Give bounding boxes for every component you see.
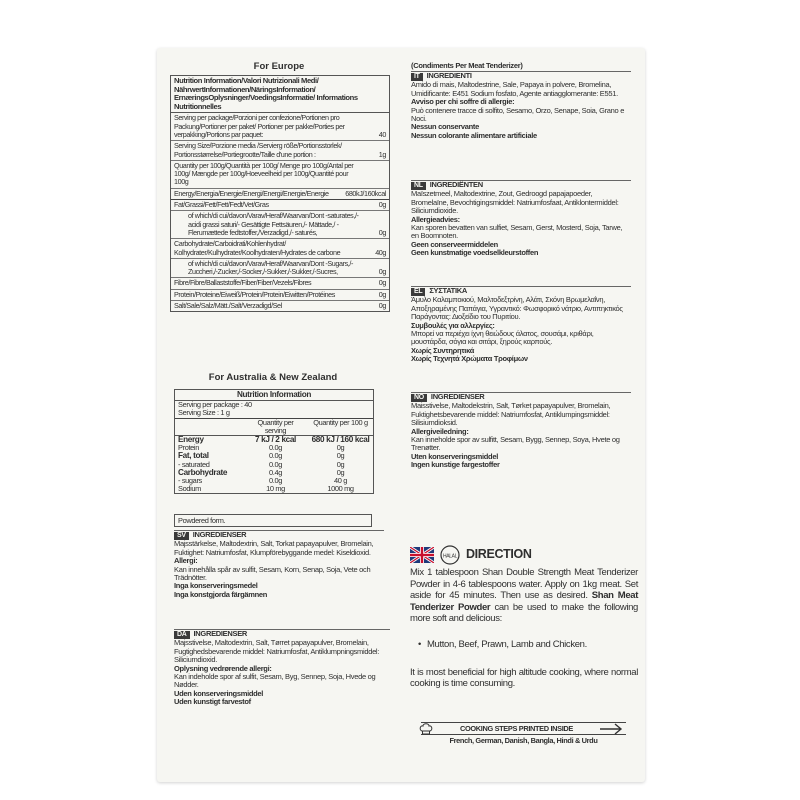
da-heading: INGREDIENSER xyxy=(193,629,248,638)
europe-row-label: of which/di cui/davon/Varav/Heraf/Waarvan/Dont -Sugars,/-Zuccheri,/-Zucker,/-Socker,/-Sukker,/-Sukker,/-Sucres, xyxy=(188,258,353,277)
el-note1: Χωρίς Συντηρητικά xyxy=(411,345,475,355)
lang-tag-it: IT xyxy=(411,73,423,81)
europe-row-label: Serving Size/Porzione media /Servierg röße/Portionsstorlek/ Portionsstørrelse/Portiegrootte/Taille d'une portion : xyxy=(174,141,342,159)
no-body: Maisstivelse, Maltodekstrin, Salt, Tørket papayapulver, Bromelain, Fuktighetsbevarende middel: Natriumfosfat, Antiklumpingsmiddel: Silisiumdioksid. xyxy=(411,401,611,428)
anz-cell-serving: 10 mg xyxy=(266,484,285,494)
sv-heading: INGREDIENSER xyxy=(192,530,247,539)
cooking-steps-label: COOKING STEPS PRINTED INSIDE xyxy=(460,724,573,733)
no-note1: Uten konserveringsmiddel xyxy=(411,451,498,461)
cooking-steps-languages: French, German, Danish, Bangla, Hindi & Urdu xyxy=(449,736,598,745)
europe-row-label: Serving per package/Porzioni per confezione/Portionen pro Packung/Portioner per paket/ Portioner per pakke/Porties per verpakking/Portions par paquet: xyxy=(174,113,345,139)
europe-table-row xyxy=(171,200,389,211)
halal-icon xyxy=(440,545,460,565)
el-note2: Χωρίς Τεχνητά Χρώματα Τροφίμων xyxy=(411,354,528,364)
anz-table-header: Nutrition Information xyxy=(175,390,373,401)
europe-table-row xyxy=(171,113,389,141)
el-allergy: Μπορεί να περιέχει ίχνη θειώδους άλατος, σουσάμι, κριθάρι, μουστάρδα, σόγια και σιτάρι, ξηρούς καρπούς. xyxy=(411,329,594,347)
anz-title: For Australia & New Zealand xyxy=(208,372,338,383)
anz-servings-per-package: Serving per package : 40 xyxy=(178,400,252,410)
anz-cell-serving: 0.0g xyxy=(269,476,282,486)
anz-serving-info xyxy=(175,401,373,418)
europe-title: For Europe xyxy=(253,61,305,72)
anz-nutrition-table xyxy=(174,389,374,494)
anz-col-100g: Quantity per 100 g xyxy=(313,417,368,427)
direction-title: DIRECTION xyxy=(466,547,532,562)
europe-row-label: Quantity per 100g/Quantità per 100g/ Menge pro 100g/Antal per 100g/ Mængde per 100g/Hoeveelheid per 100g/Quantité pour 100g xyxy=(174,160,354,187)
sv-note2: Inga konstgjorda färgämnen xyxy=(174,589,268,599)
sv-allergy-head: Allergi: xyxy=(174,556,198,566)
europe-row-value: 0g xyxy=(378,278,386,288)
anz-col-serving: Quantity per serving xyxy=(257,417,294,435)
no-heading: INGREDIENSER xyxy=(430,392,485,401)
anz-cell-serving: 0.0g xyxy=(269,459,282,469)
it-note2: Nessun colorante alimentare artificiale xyxy=(411,130,537,140)
svg-text:HALAL: HALAL xyxy=(442,553,458,560)
anz-serving-size: Serving Size : 1 g xyxy=(178,408,230,418)
no-allergy: Kan inneholde spor av sulfitt, Sesam, Bygg, Sennep, Soya, Hvete og Trenøtter. xyxy=(411,435,620,453)
nl-heading: INGREDIËNTEN xyxy=(429,180,483,189)
europe-row-value: 40 xyxy=(378,129,386,139)
europe-row-value: 680kJ/160kcal xyxy=(345,188,386,198)
europe-row-label: Energy/Energia/Energie/Energi/Energi/Energie/Energie xyxy=(174,188,329,198)
anz-cell-per100: 0g xyxy=(336,459,345,469)
europe-table-row xyxy=(171,290,389,301)
europe-row-label: of which/di cui/davon/Varav/Heraf/Waarvan/Dont -saturates,/- acidi grassi saturi/- Gesättigte Fettsäuren,/- Mättade,/ -Flerumættede fedtstoffer,/Verzadigd,/- saturés, xyxy=(188,211,359,237)
direction-note: It is most beneficial for high altitude cooking, where normal cooking is time consuming. xyxy=(410,666,638,690)
nl-allergy-head: Allergieadvies: xyxy=(411,214,460,224)
da-allergy-head: Oplysning vedrørende allergi: xyxy=(174,663,272,673)
nl-body: Maïszetmeel, Maltodextrine, Zout, Gedroogd papajapoeder, Bromelaïne, Bevochtigingsmiddel: Natriumfosfaat, Antiklontermiddel: Siliciumdioxide. xyxy=(411,189,619,216)
da-note1: Uden konserveringsmiddel xyxy=(174,688,264,698)
anz-cell-serving: 0.4g xyxy=(269,467,282,477)
nl-note1: Geen conserveermiddelen xyxy=(411,239,498,249)
it-allergy: Può contenere tracce di solfito, Sesamo, Orzo, Senape, Soia, Grano e Noci. xyxy=(411,105,625,124)
anz-cell-label: Sodium xyxy=(178,484,201,494)
el-allergy-head: Συμβουλές για αλλεργίες: xyxy=(411,320,495,330)
anz-cell-label: Carbohydrate xyxy=(178,467,228,477)
europe-table-row xyxy=(171,301,389,311)
sv-allergy: Kan innehålla spår av sulfit, Sesam, Korn, Senap, Soja, Vete och Trädnötter. xyxy=(174,564,371,583)
no-allergy-head: Allergiveiledning: xyxy=(411,426,469,436)
europe-table-header: Nutrition Information/Valori Nutrizionali Medi/ NährwertInformationen/NäringsInformation/ ErnæringsOplysninger/VoedingsInformatie/ Informations Nutritionnelles xyxy=(171,76,389,113)
condiments-note xyxy=(411,62,631,70)
ingredients-da xyxy=(174,629,390,707)
europe-row-value: 0g xyxy=(378,267,386,277)
el-heading: ΣΥΣΤΑΤΙΚΑ xyxy=(429,286,467,295)
anz-cell-serving: 0.0g xyxy=(269,451,282,461)
nl-note2: Geen kunstmatige voedselkleurstoffen xyxy=(411,248,539,258)
europe-row-value: 0g xyxy=(378,301,386,311)
anz-cell-label: - saturated xyxy=(178,459,210,469)
direction-paragraph: Mix 1 tablespoon Shan Double Strength Meat Tenderizer Powder in 4-6 tablespoons water. Apply on 1kg meat. Set aside for 45 minutes. Then use as desired. Shan Meat Tenderizer Powder can be used to make the following more soft and delicious: xyxy=(410,567,639,625)
direction-section xyxy=(410,545,638,690)
lang-tag-el: EL xyxy=(411,288,425,296)
anz-cell-label: - sugars xyxy=(178,476,202,486)
europe-table-row xyxy=(171,161,389,189)
anz-cell-per100: 680 kJ / 160 kcal xyxy=(311,435,370,445)
bullet-icon: • xyxy=(418,638,421,650)
sv-body: Majsstärkelse, Maltodextrin, Salt, Torkat papayapulver, Bromelain, Fuktighet: Natriumfosfat, Klumpförebyggande medel: Kiseldioxid. xyxy=(174,539,374,557)
europe-table-row xyxy=(171,141,389,161)
europe-row-label: Salt/Sale/Salz/Mätt./Salt/Verzadigd/Sel xyxy=(174,301,282,311)
europe-row-value: 0g xyxy=(378,289,386,299)
europe-table-row xyxy=(171,239,389,259)
lang-tag-da: DA xyxy=(174,631,190,639)
anz-cell-per100: 0g xyxy=(336,451,345,461)
europe-row-label: Protein/Proteine/Eiweiß/Protein/Protein/Eiwitten/Protéines xyxy=(174,289,335,299)
uk-flag-icon xyxy=(410,547,434,563)
ingredients-el xyxy=(411,286,631,364)
europe-nutrition-table xyxy=(170,75,390,312)
europe-table-row xyxy=(171,211,389,239)
powdered-form-note: Powdered form. xyxy=(174,514,372,527)
ingredients-nl xyxy=(411,180,631,258)
ingredients-it xyxy=(411,71,631,140)
ingredients-no xyxy=(411,392,631,470)
da-note2: Uden kunstigt farvestof xyxy=(174,697,251,707)
lang-tag-sv: SV xyxy=(174,532,189,540)
da-body: Majsstivelse, Maltodextrin, Salt, Tørret papayapulver, Bromelain, Fugtighedsbevarende middel: Natriumfosfat, Antiklumpningsmiddel: Siliciumdioxid. xyxy=(174,638,380,665)
anz-cell-label: Energy xyxy=(178,435,204,445)
direction-list: • Mutton, Beef, Prawn, Lamb and Chicken. xyxy=(418,638,587,650)
europe-table-row xyxy=(171,189,389,200)
europe-row-value: 40g xyxy=(375,247,386,257)
arrow-right-icon xyxy=(600,723,626,735)
cooking-steps-banner xyxy=(421,722,626,745)
it-heading: INGREDIENTI xyxy=(426,71,472,80)
condiments-label: (Condiments Per Meat Tenderizer) xyxy=(411,61,523,70)
anz-cell-per100: 0g xyxy=(336,467,345,477)
ingredients-sv xyxy=(174,530,384,599)
it-body: Amido di mais, Maltodestrine, Sale, Papaya in polvere, Bromelina, Umidificante: E451 Sodium fosfato, Agente antiagglomerante: E551. xyxy=(411,80,618,98)
europe-row-label: Fat/Grassi/Fett/Fett/Fedt/Vet/Gras xyxy=(174,200,269,210)
anz-cell-per100: 40 g xyxy=(334,476,347,486)
it-note1: Nessun conservante xyxy=(411,122,479,132)
europe-row-label: Fibre/Fibre/Ballaststoffe/Fiber/Fiber/Vezels/Fibres xyxy=(174,278,312,288)
anz-column-headers xyxy=(175,419,373,436)
nl-allergy: Kan sporen bevatten van sulfiet, Sesam, Gerst, Mosterd, Soja, Tarwe, en Boomnoten. xyxy=(411,223,623,241)
lang-tag-nl: NL xyxy=(411,182,426,190)
anz-cell-serving: 7 kJ / 2 kcal xyxy=(255,435,296,445)
europe-row-value: 1g xyxy=(378,149,386,159)
product-name: Shan Meat Tenderizer Powder xyxy=(410,590,639,613)
no-note2: Ingen kunstige fargestoffer xyxy=(411,460,500,470)
europe-row-value: 0g xyxy=(378,227,386,237)
sv-note1: Inga konserveringsmedel xyxy=(174,581,258,591)
anz-cell-serving: 0.0g xyxy=(269,443,282,453)
it-allergy-head: Avviso per chi soffre di allergie: xyxy=(411,97,515,107)
chef-hat-icon xyxy=(419,722,433,736)
europe-table-row xyxy=(171,259,389,279)
anz-cell-label: Protein xyxy=(178,443,199,453)
lang-tag-no: NO xyxy=(411,394,427,402)
anz-cell-per100: 1000 mg xyxy=(327,484,354,494)
anz-cell-label: Fat, total xyxy=(178,451,209,461)
europe-table-row xyxy=(171,278,389,289)
el-body: Άμυλο Καλαμποκιού, Μαλτοδεξτρίνη, Αλάτι, Σκόνη Βρωμελαΐνη, Αποξηραμένης Παπάγια, Υγραντικό: Φωσφορικό νάτριο, Αντιπηκτικός Παράγοντας: Διοξείδιο του Πυριτίου. xyxy=(411,295,623,322)
europe-row-label: Carbohydrate/Carboidrati/Kohlenhydrat/ Kolhydrater/Kulhydrater/Koolhydraten/Hydrates de carbone xyxy=(174,239,341,257)
da-allergy: Kan indeholde spor af sulfit, Sesam, Byg, Sennep, Soja, Hvede og Nødder. xyxy=(174,672,376,690)
anz-cell-per100: 0g xyxy=(336,443,345,453)
anz-table-row xyxy=(175,485,373,493)
europe-row-value: 0g xyxy=(378,200,386,210)
